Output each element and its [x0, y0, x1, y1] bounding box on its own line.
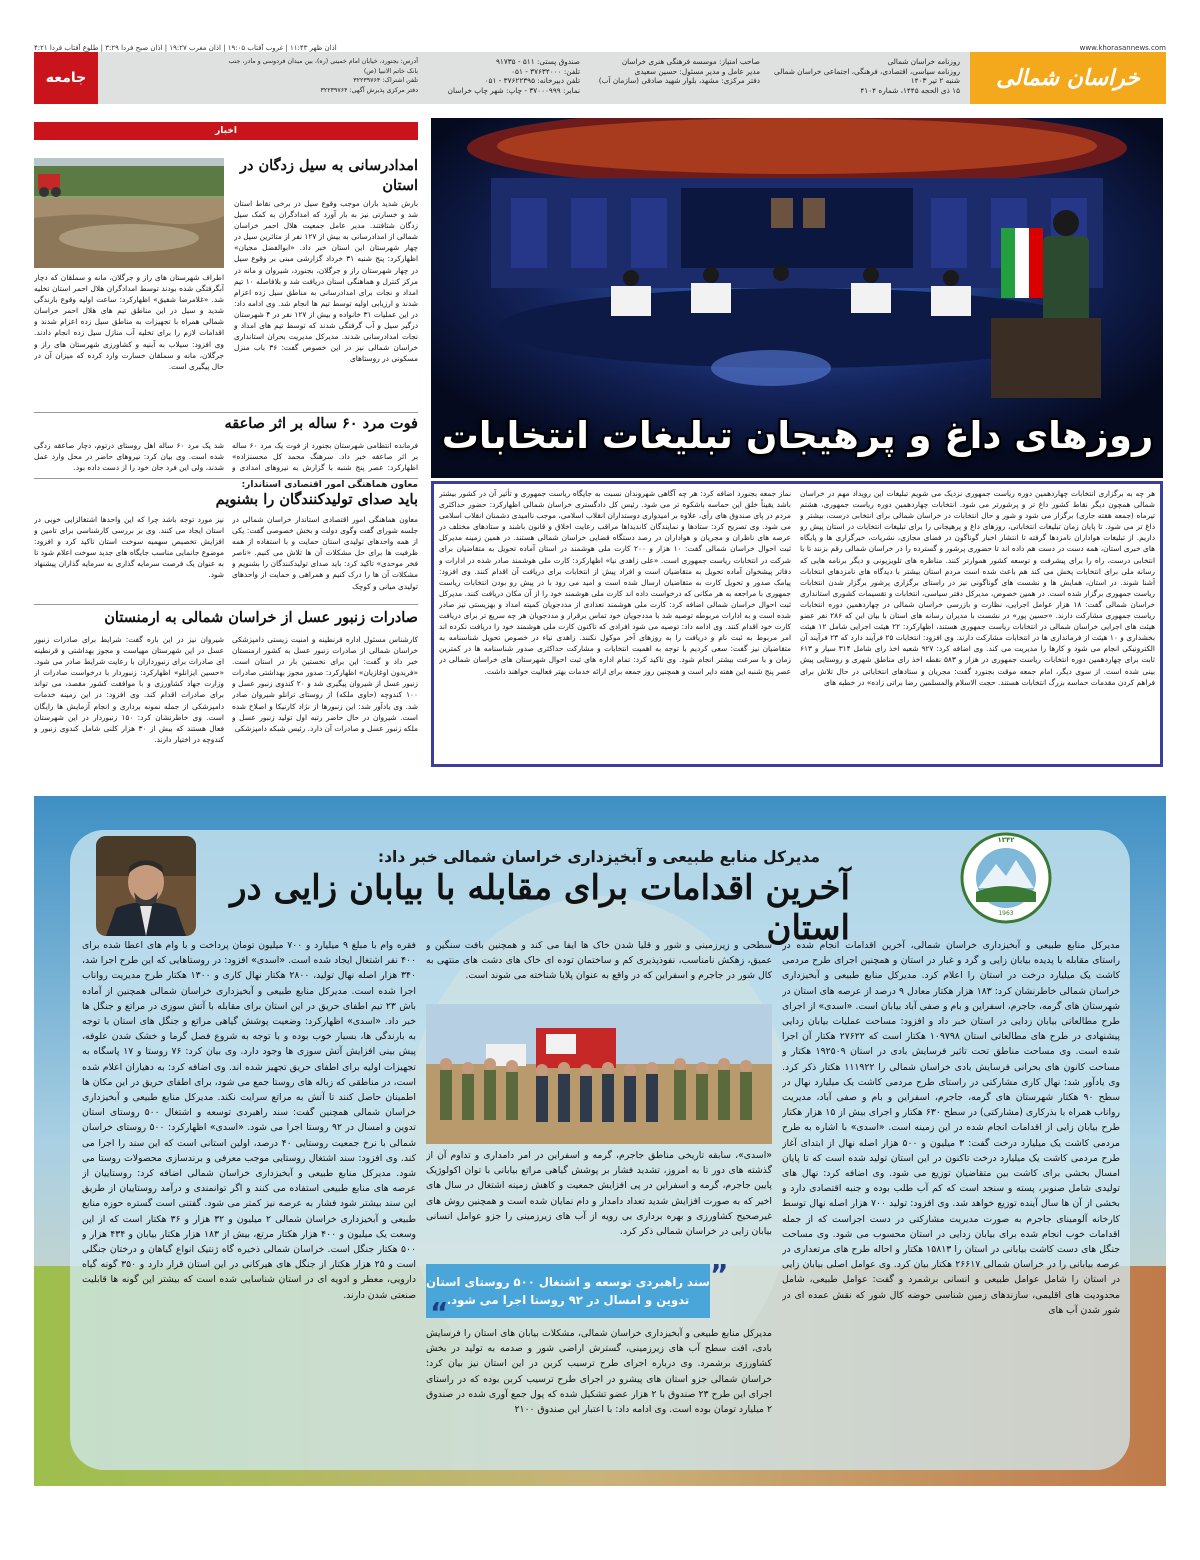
producers-body-continued: نیز مورد توجه باشد چرا که این واحدها اشتغالزایی خوبی در استان ایجاد می کنند. وی بر بررسی کارشناسی برای تامین و افزایش تخصیص سهمیه سوخت استان تاکید کرد و افزود: موضوع جانمایی مناسب جایگاه های جدید سوخت اعلام شود تا به عنوان یک فرصت سرمایه گذاری به سرمایه گذاران پیشنهاد شود.: [34, 515, 224, 580]
honey-body: کارشناس مسئول اداره قرنطینه و امنیت زیستی دامپزشکی خراسان شمالی از صادرات زنبور عسل به کشور ارمنستان خبر داد و گفت: این برای نخستین بار در استان است. «فریدون اوغازیان» اظهارکرد: صدور مجوز بهداشتی صادرات زنبور عسل از شیروان پیگیری شد و ۲۰ کندوی زنبور عسل و ۱۰۰ کندوچه (حاوی ملکه) از روستای ترانلو شیروان صادر شد. وی یادآور شد: این زنبورها از نژاد کارنیکا و اصلاح شده است. شیروان در حال حاضر رتبه اول تولید زنبور عسل و ملکه زنبور عسل و صادرات آن دارد. رئیس شبکه دامپزشکی: [232, 635, 418, 733]
masthead-info-1: روزنامه خراسان شمالی روزنامه سیاسی، اقتصادی، فرهنگی، اجتماعی خراسان شمالی شنبه ۲ تیر ۱۴۰۳ ۱۵ ذی الحجه ۱۴۴۵، شماره ۴۱۰۴: [773, 57, 960, 95]
flood-photo: [34, 158, 224, 268]
newspaper-logo: [970, 52, 1166, 104]
feature-body-col3: فقره وام با مبلغ ۹ میلیارد و ۷۰۰ میلیون تومان پرداخت و با وام های اعطا شده برای ۴۰۰ نفر اشتغال ایجاد شده است. «اسدی» افزود: در روستاهایی که این طرح اجرا شد، ۳۴۰ هزار اصله نهال تولید، ۲۸۰۰ هکتار نهال کاری و ۱۳۰۰ هکتار طرح مدیریت رواناب اجرا شده است. مدیرکل منابع طبیعی و آبخیزداری خراسان شمالی همچنین از آماده باش ۲۳ تیم اطفای حریق در این استان برای مقابله با آتش سوزی در مراتع و جنگل ها خبر داد. «اسدی» اظهارکرد: وضعیت پوشش گیاهی مراتع و جنگل های استان با توجه به بارندگی ها، بسیار خوب بوده و با توجه به شروع فصل گرما و خشک شدن علوفه، پیش بینی افزایش آتش سوزی ها وجود دارد. وی بیان کرد: ۷۶ روستا و ۱۷ پاسگاه به تجهیزات اولیه برای اطفای حریق تجهیز شده اند. وی اضافه کرد: به دهیاران اعلام شده است، در مناطقی که زباله های روستا جمع می شود، برای اطفای حریق در این مکان ها اطمینان حاصل کنند تا آتش به مراتع سرایت نکند. مدیرکل منابع طبیعی و آبخیزداری خراسان شمالی همچنین گفت: سند راهبردی توسعه و اشتغال ۵۰۰ روستای استان تدوین و امسال در ۹۲ روستا اجرا می شود. «اسدی» اظهارکرد: ۵۰۰ روستای خراسان شمالی با نرخ جمعیت روستایی ۴۰ درصد، اولین استانی است که این سند را اجرا می کند. وی افزود: سند اشتغال روستایی موجب معرفی و برندسازی محصولات روستا می شود. مدیرکل منابع طبیعی و آبخیزداری خراسان شمالی اضافه کرد: روستاییان از عرصه های منابع طبیعی استفاده می کنند و اگر توانمندی و درآمد روستاییان از طریق این سند بیشتر شود فشار به عرصه نیز کمتر می شود. گفتنی است گستره حوزه منابع طبیعی و آبخیزداری خراسان شمالی ۲ میلیون و ۳۲ هزار و ۳۶ هکتار است که از این وسعت یک میلیون و ۴۰۰ هزار هکتار مرتع، بیش از ۱۸۳ هزار هکتار بیابان و ۴۳۴ هزار و ۵۰۰ هکتار جنگل است. خراسان شمالی ذخیره گاه ژنتیک انواع گیاهان و درختان جنگلی است و ۲۵ هزار هکتار از جنگل های هیرکانی در این استان قرار دارد و ۳۵۰ گونه گیاه دارویی، معطر و ادویه ای در استان شناسایی شده است که بیشتر این گونه ها قابلیت صنعتی شدن دارند.: [82, 940, 416, 1301]
logo-text: خراسان شمالی: [996, 65, 1140, 91]
producers-body: معاون هماهنگی امور اقتصادی استاندار خراسان شمالی در جلسه شورای گفت وگوی دولت و بخش خصوصی گفت: یکی از همه واحدهای تولیدی استان حمایت و با استفاده از همه ظرفیت ها برای حل مشکلات آن ها تلاش می کنیم. «ناصر فخر موحدی» تاکید کرد: باید صدای تولیدکنندگان را بشنویم و مشکلات آن ها را درک کنیم و همراهی و حمایت از واحدهای تولیدی میانی و کوچک: [232, 515, 418, 591]
honey-headline: [34, 608, 418, 628]
producers-kicker: معاون هماهنگی امور اقتصادی استاندار:: [241, 480, 418, 490]
emblem-year-top: ۱۳۴۲: [997, 836, 1015, 844]
feature-headline: آخرین اقدامات برای مقابله با بیابان زایی در استان: [230, 868, 850, 948]
flood-body-continued: اطراف شهرستان های راز و جرگلان، مانه و سملقان که دچار آبگرفتگی شده بودند توسط امدادگران هلال احمر استان تخلیه شد. «غلامرضا شفیق» اظهارکرد: ساعت اولیه وقوع بارندگی شدید و سیل در این مناطق تیم های هلال احمر خراسان شمالی همراه با تجهیزات به مناطق سیل زده اعزام شدند و اقدامات لازم را برای تخلیه آب منازل سیل زده انجام دادند. وی افزود: سیلاب به آبنیه و کشاورزی شهرستان های راز و جرگلان، مانه و سملقان خسارت وارد کرده که میزان آن در حال پیگیری است.: [34, 273, 224, 371]
lightning-headline: [34, 414, 418, 434]
lightning-body-continued: شد یک مرد ۶۰ ساله اهل روستای درتوم، دچار صاعقه زدگی شده است. وی بیان کرد: نیروهای حاضر در محل وارد عمل شدند، ولی این فرد جان خود را از دست داده بود.: [34, 441, 224, 473]
quote-open-icon: ”: [710, 1258, 729, 1291]
prayer-times: اذان ظهر ۱۱:۴۳ | غروب آفتاب ۱۹:۰۵ | اذان مغرب ۱۹:۲۷ | اذان صبح فردا ۳:۲۹ | طلوع آفتاب فردا ۴:۲۱: [34, 44, 337, 52]
flood-title: امدادرسانی به سیل زدگان در استان: [240, 157, 418, 194]
website-url[interactable]: www.khorasannews.com: [1079, 44, 1166, 52]
emblem-year-bottom: 1963: [998, 910, 1014, 917]
lightning-title: فوت مرد ۶۰ ساله بر اثر صاعقه: [224, 415, 418, 432]
divider: [34, 412, 418, 413]
flood-body: بارش شدید باران موجب وقوع سیل در برخی نقاط استان شد و خسارتی نیز به بار آورد که امدادگران به کمک سیل زدگان شتافتند. مدیر عامل جمعیت هلال احمر خراسان شمالی از امدادرسانی به بیش از ۱۲۷ نفر از متاثرین سیل در چهار شهرستان این استان خبر داد. «ابوالفضل مجیان» اظهارکرد: پنج شنبه ۳۱ خرداد گزارشی مبنی بر وقوع سیل در چهار شهرستان راز و جرگلان، بجنورد، شیروان و مانه در مرکز کنترل و هماهنگی استان دریافت شد و بلافاصله ۱۰ تیم امداد و نجات برای امدادرسانی به مناطق سیل زده اعزام شدند و ارزیابی اولیه توسط تیم ها انجام شد. وی ادامه داد: در این عملیات ۳۱ خانواده و بیش از ۱۲۷ نفر در ۴ شهرستان درگیر سیل و آب گرفتگی شدند که توسط تیم های امداد و نجات امدادرسانی شدند. مدیرکل مدیریت بحران استانداری خراسان شمالی نیز در این خصوص گفت: ۳۶ باب منزل مسکونی در روستاهای: [234, 199, 418, 364]
feature-kicker: مدیرکل منابع طبیعی و آبخیزداری خراسان شمالی خبر داد:: [377, 848, 820, 866]
quote-close-icon: “: [430, 1296, 449, 1329]
pull-quote-text: سند راهبردی توسعه و اشتغال ۵۰۰ روستای استان تدوین و امسال در ۹۲ روستا اجرا می شود.: [426, 1275, 710, 1307]
masthead-info-4: آدرس: بجنورد، خیابان امام خمینی (ره)، بین میدان فردوسی و مادر، جنب بانک خاتم الانبیا (ص) تلفن اشتراک: ۳۲۲۳۹۷۶۴ دفتر مرکزی پذیرش آگهی: ۳۲۲۳۹۷۶۴: [228, 58, 418, 94]
field-visit-photo: [426, 1004, 772, 1144]
flood-headline: [234, 156, 418, 196]
masthead: [34, 52, 1166, 104]
producers-headline: [34, 490, 418, 510]
feature-body-col2-mid: «اسدی»، سابقه تاریخی مناطق جاجرم، گرمه و اسفراین در امر دامداری و تداوم آن از گذشته های دور تا به امروز، تشدید فشار بر پوشش گیاهی مراتع بیابانی با توان اکولوژیک پایین جاجرم، گرمه و اسفراین در پی افزایش جمعیت و کاهش زمینه اشتغال در سال های اخیر که به صورت افزایش شدید تعداد دامدار و دام نمایان شده است و همچنین روش های غیرصحیح کشاورزی و بهره برداری بی رویه از آب های زیرزمینی را جزو عوامل انسانی بیابان زایی در خراسان شمالی ذکر کرد.: [426, 1150, 772, 1238]
masthead-info-2: صاحب امتیاز: موسسه فرهنگی هنری خراسان مدیر عامل و مدیر مسئول: حسین سعیدی دفتر مرکزی: مشهد، بلوار شهید صادقی (سازمان آب): [598, 57, 760, 86]
feature-body-col1: مدیرکل منابع طبیعی و آبخیزداری خراسان شمالی، آخرین اقدامات انجام شده در راستای مقابله با پدیده بیابان زایی و گرد و غبار در استان و همچنین اجرای طرح مردمی کاشت یک میلیارد درخت در استان را اعلام کرد. مدیرکل منابع طبیعی و آبخیزداری خراسان شمالی خاطرنشان کرد: ۱۸۳ هزار هکتار معادل ۹ درصد از عرصه های استان در شهرستان های گرمه، جاجرم، اسفراین و بام و صفی آباد بیابان است. «اسدی» از اجرای طرح مطالعاتی بیابان زدایی در استان خبر داد و افزود: مساحت عملیات بیابان زدایی پیشنهادی در طرح های مطالعاتی استان ۱۰۹۷۹۸ هکتار است که ۲۷۶۲۲ هکتار آن اجرا شده است. وی مساحت مناطق تحت تاثیر فرسایش بادی در استان ۱۹۲۵۰۹ هکتار و مساحت کانون های بحرانی فرسایش بادی خراسان شمالی را ۱۱۱۹۲۲ هکتار ذکر کرد. وی یادآور شد: نهال کاری مشارکتی در راستای طرح مردمی کاشت یک میلیارد نهال در سطح ۹۰ هکتار شهرستان های گرمه، جاجرم، اسفراین و بام و صفی آباد، مدیریت رواناب همراه با بذرکاری (مشارکتی) در سطح ۶۳۰ هکتار و اجرای بیش از ۱۵ هزار هکتار طرح بیابان زایی از اقدامات انجام شده در این زمینه است. «اسدی» با اشاره به طرح مردمی کاشت یک میلیارد درخت گفت: ۳ میلیون و ۵۰۰ هزار اصله نهال از ابتدای آغاز طرح مردمی کاشت یک میلیارد درخت تاکنون در این استان تولید شده است که تا پایان امسال بخشی برای کاشت بین متقاضیان توزیع می شود. وی اضافه کرد: نهال های تولیدی شامل صنوبر، پسته و سنجد است که کم آب طلب بوده و جنبه اقتصادی دارد و بخشی از آن ها سال آینده توزیع خواهد شد. وی افزود: تولید ۷۰۰ هزار اصله نهال توسط کارخانه آلومینای جاجرم به صورت مدیریت مشارکتی در دست اجراست که از جمله اقدامات خوب انجام شده برای بیابان زدایی در استان محسوب می شود. وی مساحت جنگل های دست کاشت بیابانی در استان را ۱۵۸۱۳ هکتار و احاله طرح های مرتعداری در عرصه بیابانی را در خراسان شمالی ۲۶۶۱۷ هکتار بیان کرد. وی عوامل اصلی بیابان زایی در استان را شامل عوامل طبیعی و انسانی برشمرد و گفت: عوامل طبیعی، شامل محدودیت های اقلیمی، سازندهای زمین شناسی حوضه کال شور که نقش عمده ای در شور شدن آب های: [782, 940, 1120, 1316]
lead-body-col1: هر چه به برگزاری انتخابات چهاردهمین دوره ریاست جمهوری نزدیک می شویم تبلیغات این رویداد مهم در خراسان شمالی همچون دیگر نقاط کشور داغ تر و پرشورتر می شود. انتخابات چهاردهمین دوره ریاست جمهوری، هشتم تیرماه (جمعه هفته جاری) برگزار می شود و شور و حال انتخابات در خراسان شمالی برای انتخابی درست، بیشتر و داغ تر می شود. تا پایان زمان تبلیغات انتخاباتی، روزهای داغ و پرهیجانی را برای تبلیغات انتخابات در استان پیش رو داریم. از تبلیغات هواداران نامزدها گرفته تا انتشار اخبار گوناگون در فضای مجازی، نشریات، خبرگزاری ها و پایگاه های خبری استان، همه دست در دست هم داده اند تا حضوری پرشور و گسترده را در خراسان شمالی رقم بزنند تا با انتخابی درست، راه را برای پیشرفت و توسعه کشور هموارتر کنند. مناظره های تلویزیونی و دیگر برنامه هایی که رسانه ملی برای انتخابات پخش می کند هم باعث شده است مردم استان بیشتر با دیدگاه های نامزدهای انتخابات آشنا شوند. در استان، همایش ها و نشست های گوناگونی نیز در راستای برگزاری پرشور برگزار شدن انتخابات ریاست جمهوری برگزار شده است. در همین خصوص، مدیرکل دفتر سیاسی، انتخابات و تقسیمات کشوری استانداری خراسان شمالی گفت: ۱۸ هزار عوامل اجرایی، نظارت و بازرسی خراسان شمالی در چهاردهمین دوره انتخابات ریاست جمهوری مشارکت دارند. «حسین پور» در نشست با مدیران رسانه های استان با بیان این که ۲۸۶ نفر عضو هیئت های اجرایی خراسان شمالی در انتخابات ریاست جمهوری هستند، اظهارکرد: ۲۲ هیئت اجرایی شامل ۱۲ هیئت بخشداری و ۱۰ هیئت از فرمانداری ها در انتخابات مشارکت دارند. وی افزود: انتخابات ۲۵ فرآیند دارد که ۲۳ فرآیند آن الکترونیکی انجام می شود و کارها را مدیریت می کند. وی اضافه کرد: ۹۲۷ شعبه اخذ رای شامل ۳۱۴ سیار و ۶۱۳ ثابت برای چهاردهمین دوره انتخابات ریاست جمهوری در هزار و ۵۸۳ نقطه اخذ رای مناطق شهری و روستایی پیش بینی شده است. از سوی دیگر، امام جمعه موقت بجنورد گفت: مجریان و ستادهای انتخاباتی در حال تلاش برای فراهم کردن مقدمات حماسه بزرگ انتخابات هستند. حجت الاسلام والمسلمین رضا براتی زاده» در خطبه های: [800, 489, 1155, 687]
news-section-bar: اخبار: [34, 122, 418, 140]
divider: [34, 478, 418, 479]
lead-headline: روزهای داغ و پرهیجان تبلیغات انتخابات: [441, 414, 1154, 457]
producers-title: باید صدای تولیدکنندگان را بشنویم: [215, 491, 418, 508]
feature-body-col2-top: سطحی و زیرزمینی و شور و قلیا شدن خاک ها ایفا می کند و همچنین بافت سنگین و عمیق، زهکش نامناسب، نفوذپذیری کم و ساختمان توده ای خاک های دشت های منتهی به کال شور در جاجرم و اسفراین که در واقع به عنوان پلایا شناخته می شوند است.: [426, 940, 772, 982]
natural-resources-emblem: [960, 832, 1052, 924]
divider: [34, 604, 418, 605]
lightning-body: فرمانده انتظامی شهرستان بجنورد از فوت یک مرد ۶۰ ساله بر اثر صاعقه خبر داد. سرهنگ محمد کل محسنزاده» اظهارکرد: عصر پنج شنبه با گزارش به نیروهای امدادی و: [232, 441, 418, 473]
official-portrait: [96, 836, 196, 936]
pull-quote: [426, 1264, 710, 1318]
feature-body-col2-bottom: مدیرکل منابع طبیعی و آبخیزداری خراسان شمالی، مشکلات بیابان های استان را فرسایش بادی، افت سطح آب های زیرزمینی، گسترش اراضی شور و صدمه به تولید در بخش کشاورزی برشمرد. وی درباره اجرای طرح ترسیب کربن در این استان نیز بیان کرد: خراسان شمالی جزو استان های پیشرو در اجرای طرح ترسیب کربن بوده که در راستای اجرای این طرح ۲۳ صندوق با ۲ هزار عضو تشکیل شده که پول جمع آوری شده در صندوق ۲ میلیارد تومان بوده است. وی ادامه داد: با اعتبار این صندوق ۲۱۰۰: [426, 1328, 772, 1416]
section-tag: جامعه: [34, 52, 98, 104]
lead-body-col2: نماز جمعه بجنورد اضافه کرد: هر چه آگاهی شهروندان نسبت به جایگاه ریاست جمهوری و تأثیر آن در کشور بیشتر باشد یقیناً خلق این حماسه باشکوه تر می شود. رئیس کل دادگستری خراسان شمالی اظهارکرد: حضور حداکثری مردم در پای صندوق های رأی، علاوه بر امیدواری دوستداران انقلاب اسلامی، موجب ناامیدی دشمنان انقلاب اسلامی می شود. وی تصریح کرد: ستادها و نمایندگان کاندیداها مراقب رعایت اخلاق و قانون باشند و ستادهای مختلف در عرصه های ناظران و مجریان و هواداران در رصد دستگاه قضایی خراسان شمالی هستند. در همین زمینه مدیرکل ثبت احوال خراسان شمالی گفت: ۱۰ هزار و ۲۰۰ کارت ملی هوشمند در استان آماده تحویل به متقاضیان برای شرکت در انتخابات ریاست جمهوری است. «علی زاهدی نیا» اظهارکرد: کارت ملی هوشمند صادر شده در ادارات و دفاتر پیشخوان آماده تحویل به متقاضیان است و افراد پیش از انتخابات برای دریافت آن اقدام کنند. وی افزود: پیامک صدور و تحویل کارت به متقاضیان ارسال شده است و امید می رود با در پیش رو بودن انتخابات ریاست جمهوری با مراجعه به هر مکانی که درخواست داده اند کارت ملی هوشمند خود را از آن مکان دریافت کنند. مدیرکل ثبت احوال خراسان شمالی اضافه کرد: کارت ملی هوشمند تعدادی از مددجویان کمیته امداد و بهزیستی نیز صادر شده است و به ادارات مربوطه توصیه شد با مددجویان خود تماس برقرار و مددجویان هر چه سریع تر برای دریافت کارت خود اقدام کنند. وی ادامه داد: توصیه می شود افرادی که تاکنون کارت ملی هوشمند خود را دریافت نکرده اند امر مربوط به ثبت نام و دریافت را به روزهای آخر موکول نکنند. زاهدی نیاء در خصوص تحویل شناسنامه به متقاضیان نیز گفت: سعی کردیم با توجه به اهمیت انتخابات و مشارکت حداکثری صدور شناسنامه ها در کمترین زمان و با سرعت بیشتر انجام شود. وی تاکید کرد: تمام اداره های ثبت احوال شهرستان های خراسان شمالی در عصر پنج شنبه این هفته دایر است و همچنین روز جمعه برای ارائه خدمات بهتر فعالیت خواهند داشت.: [439, 489, 791, 676]
honey-title: صادرات زنبور عسل از خراسان شمالی به ارمنستان: [104, 609, 418, 626]
honey-body-continued: شیروان نیز در این باره گفت: شرایط برای صادرات زنبور عسل در این شهرستان مهیاست و مجوز بهداشتی و قرنطینه ای صادرات برای زنبورداران با رعایت شرایط صادر می شود. «حسین ایزانلو» اظهارکرد: زنبوردار با درخواست صادرات از وزارت جهاد کشاورزی و با موافقت کشور مقصد، می تواند برای صادرات اقدام کند. وی افزود: در این زمینه خدمات دامپزشکی از جمله نمونه برداری و انجام آزمایش ها رایگان است. وی خاطرنشان کرد: ۱۵۰ زنبوردار در این شهرستان فعال هستند که بیش از ۳۰ هزار کلنی شامل کندوی زنبور و کندوچه در اختیار دارند.: [34, 635, 224, 744]
masthead-info-3: صندوق پستی: ۵۱۱ - ۹۱۷۳۵ تلفن: ۳۷۶۳۴۰۰۰ - ۰۵۱ تلفن دبیرخانه: ۳۷۶۲۲۳۹۵ - ۰۵۱ نمابر: ۳۷۰۰۰۹۹۹ - چاپ: شهر چاپ خراسان: [447, 57, 580, 95]
top-strip: [34, 44, 1166, 52]
